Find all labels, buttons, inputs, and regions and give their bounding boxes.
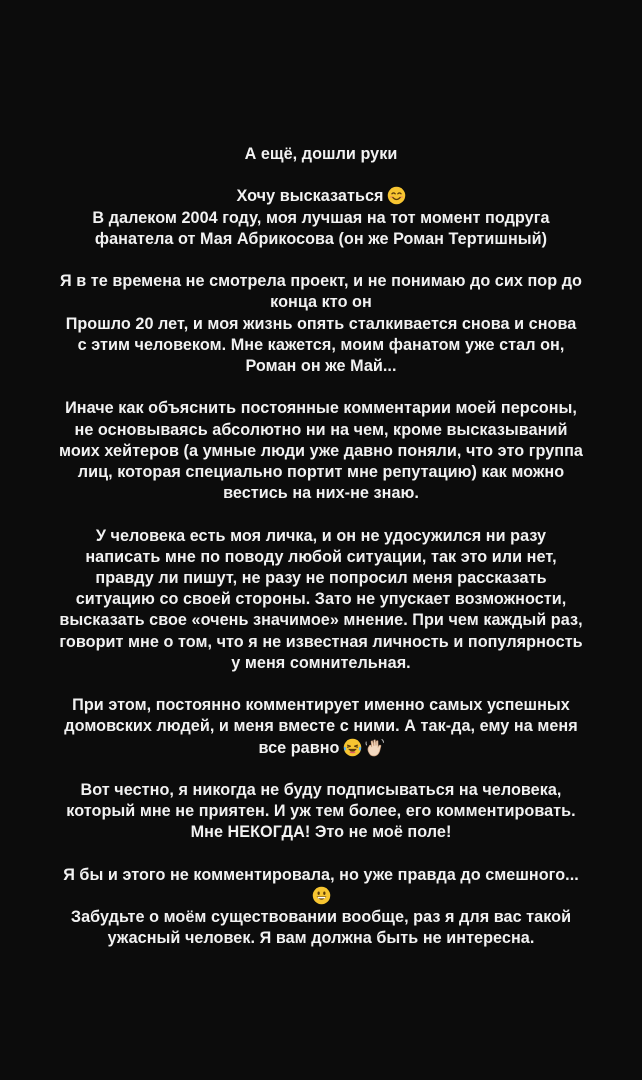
story-line: вестись на них-не знаю.: [223, 484, 419, 503]
story-line: А ещё, дошли руки: [244, 145, 398, 163]
story-line: [40, 886, 602, 907]
laughing-tears-emoji-icon: [343, 738, 362, 757]
story-line: Мне НЕКОГДА! Это не моё поле!: [190, 823, 452, 842]
story-line: Хочу высказаться: [40, 186, 602, 207]
story-line: конца кто он: [270, 293, 372, 312]
waving-hand-emoji-icon: [365, 738, 384, 757]
story-line: При этом, постоянно комментирует именно самых успешных: [72, 696, 570, 715]
smiling-face-emoji-icon: [387, 186, 406, 205]
story-line: который мне не приятен. И уж тем более, его комментировать.: [66, 802, 576, 821]
story-line: написать мне по поводу любой ситуации, так это или нет,: [85, 547, 557, 566]
story-line: ужасный человек. Я вам должна быть не интересна.: [107, 929, 535, 948]
story-line: Забудьте о моём существовании вообще, раз я для вас такой: [70, 908, 572, 927]
story-line: Я бы и этого не комментировала, но уже правда до смешного...: [63, 865, 579, 884]
story-text-block: [40, 144, 602, 950]
story-line: Я в те времена не смотрела проект, и не понимаю до сих пор до: [60, 272, 582, 291]
story-line: Вот честно, я никогда не буду подписываться на человека,: [80, 781, 562, 799]
story-line: высказать свое «очень значимое» мнение. При чем каждый раз,: [59, 611, 583, 630]
story-line: Иначе как объяснить постоянные комментарии моей персоны,: [65, 399, 577, 418]
story-line: домовских людей, и меня вместе с ними. А так-да, ему на меня: [64, 717, 578, 736]
story-line: лиц, которая специально портит мне репутацию) как можно: [77, 463, 565, 481]
story-line: не основываясь абсолютно ни на чем, кроме высказываний: [74, 420, 568, 439]
story-line: моих хейтеров (а умные люди уже давно поняли, что это группа: [59, 441, 583, 460]
story-line: говорит мне о том, что я не известная личность и популярность: [59, 632, 583, 651]
story-line: ситуацию со своей стороны. Зато не упускает возможности,: [75, 590, 567, 609]
story-line: В далеком 2004 году, моя лучшая на тот момент подруга: [92, 208, 550, 227]
story-line: у меня сомнительная.: [231, 653, 411, 672]
story-line: Роман он же Май...: [245, 357, 397, 375]
story-line: Прошло 20 лет, и моя жизнь опять сталкивается снова и снова: [65, 314, 577, 333]
story-line: с этим человеком. Мне кажется, моим фанатом уже стал он,: [77, 335, 565, 354]
story-line: все равно: [40, 738, 602, 759]
story-line: У человека есть моя личка, и он не удосужился ни разу: [95, 526, 547, 545]
grinning-face-emoji-icon: [312, 886, 331, 905]
story-line: фанатела от Мая Абрикосова (он же Роман Тертишный): [94, 229, 548, 248]
story-line: правду ли пишут, не разу не попросил меня рассказать: [95, 569, 547, 587]
